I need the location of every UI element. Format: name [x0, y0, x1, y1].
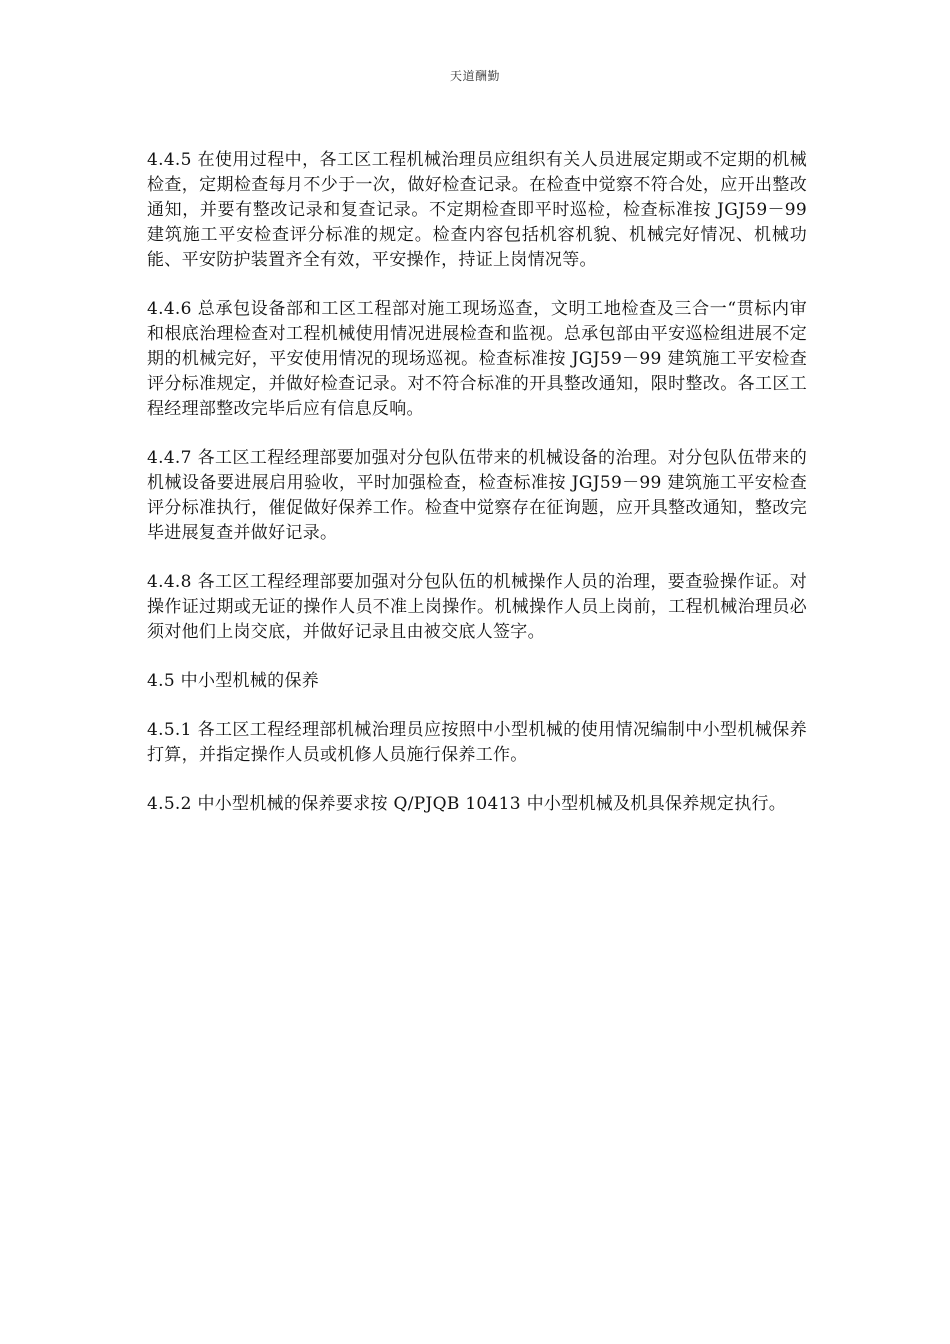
paragraph-4-4-8: 4.4.8 各工区工程经理部要加强对分包队伍的机械操作人员的治理，要查验操作证。对操作证过期或无证的操作人员不准上岗操作。机械操作人员上岗前，工程机械治理员必须对他们上岗交底，并做好记录且由被交底人签字。 — [147, 572, 807, 642]
paragraph-4-4-7: 4.4.7 各工区工程经理部要加强对分包队伍带来的机械设备的治理。对分包队伍带来的机械设备要进展启用验收，平时加强检查，检查标准按 JGJ59－99 建筑施工平安检查评分标准执行，催促做好保养工作。检查中觉察存在征询题，应开具整改通知，整改完毕进展复查并做好记录。 — [147, 448, 807, 543]
paragraph-4-5-1: 4.5.1 各工区工程经理部机械治理员应按照中小型机械的使用情况编制中小型机械保养打算，并指定操作人员或机修人员施行保养工作。 — [147, 720, 807, 765]
section-heading-4-5: 4.5 中小型机械的保养 — [147, 671, 320, 691]
paragraph-4-5-2: 4.5.2 中小型机械的保养要求按 Q/PJQB 10413 中小型机械及机具保养规定执行。 — [147, 794, 787, 814]
page-header: 天道酬勤 — [449, 69, 500, 83]
paragraph-4-4-6: 4.4.6 总承包设备部和工区工程部对施工现场巡查，文明工地检查及三合一“贯标内审和根底治理检查对工程机械使用情况进展检查和监视。总承包部由平安巡检组进展不定期的机械完好，平安使用情况的现场巡视。检查标准按 JGJ59－99 建筑施工平安检查评分标准规定，并做好检查记录。对不符合标准的开具整改通知，限时整改。各工区工程经理部整改完毕后应有信息反响。 — [147, 299, 807, 419]
document-body — [147, 148, 807, 841]
paragraph-4-4-5: 4.4.5 在使用过程中，各工区工程机械治理员应组织有关人员进展定期或不定期的机械检查，定期检查每月不少于一次，做好检查记录。在检查中觉察不符合处，应开出整改通知，并要有整改记录和复查记录。不定期检查即平时巡检，检查标准按 JGJ59－99 建筑施工平安检查评分标准的规定。检查内容包括机容机貌、机械完好情况、机械功能、平安防护装置齐全有效，平安操作，持证上岗情况等。 — [147, 150, 807, 270]
